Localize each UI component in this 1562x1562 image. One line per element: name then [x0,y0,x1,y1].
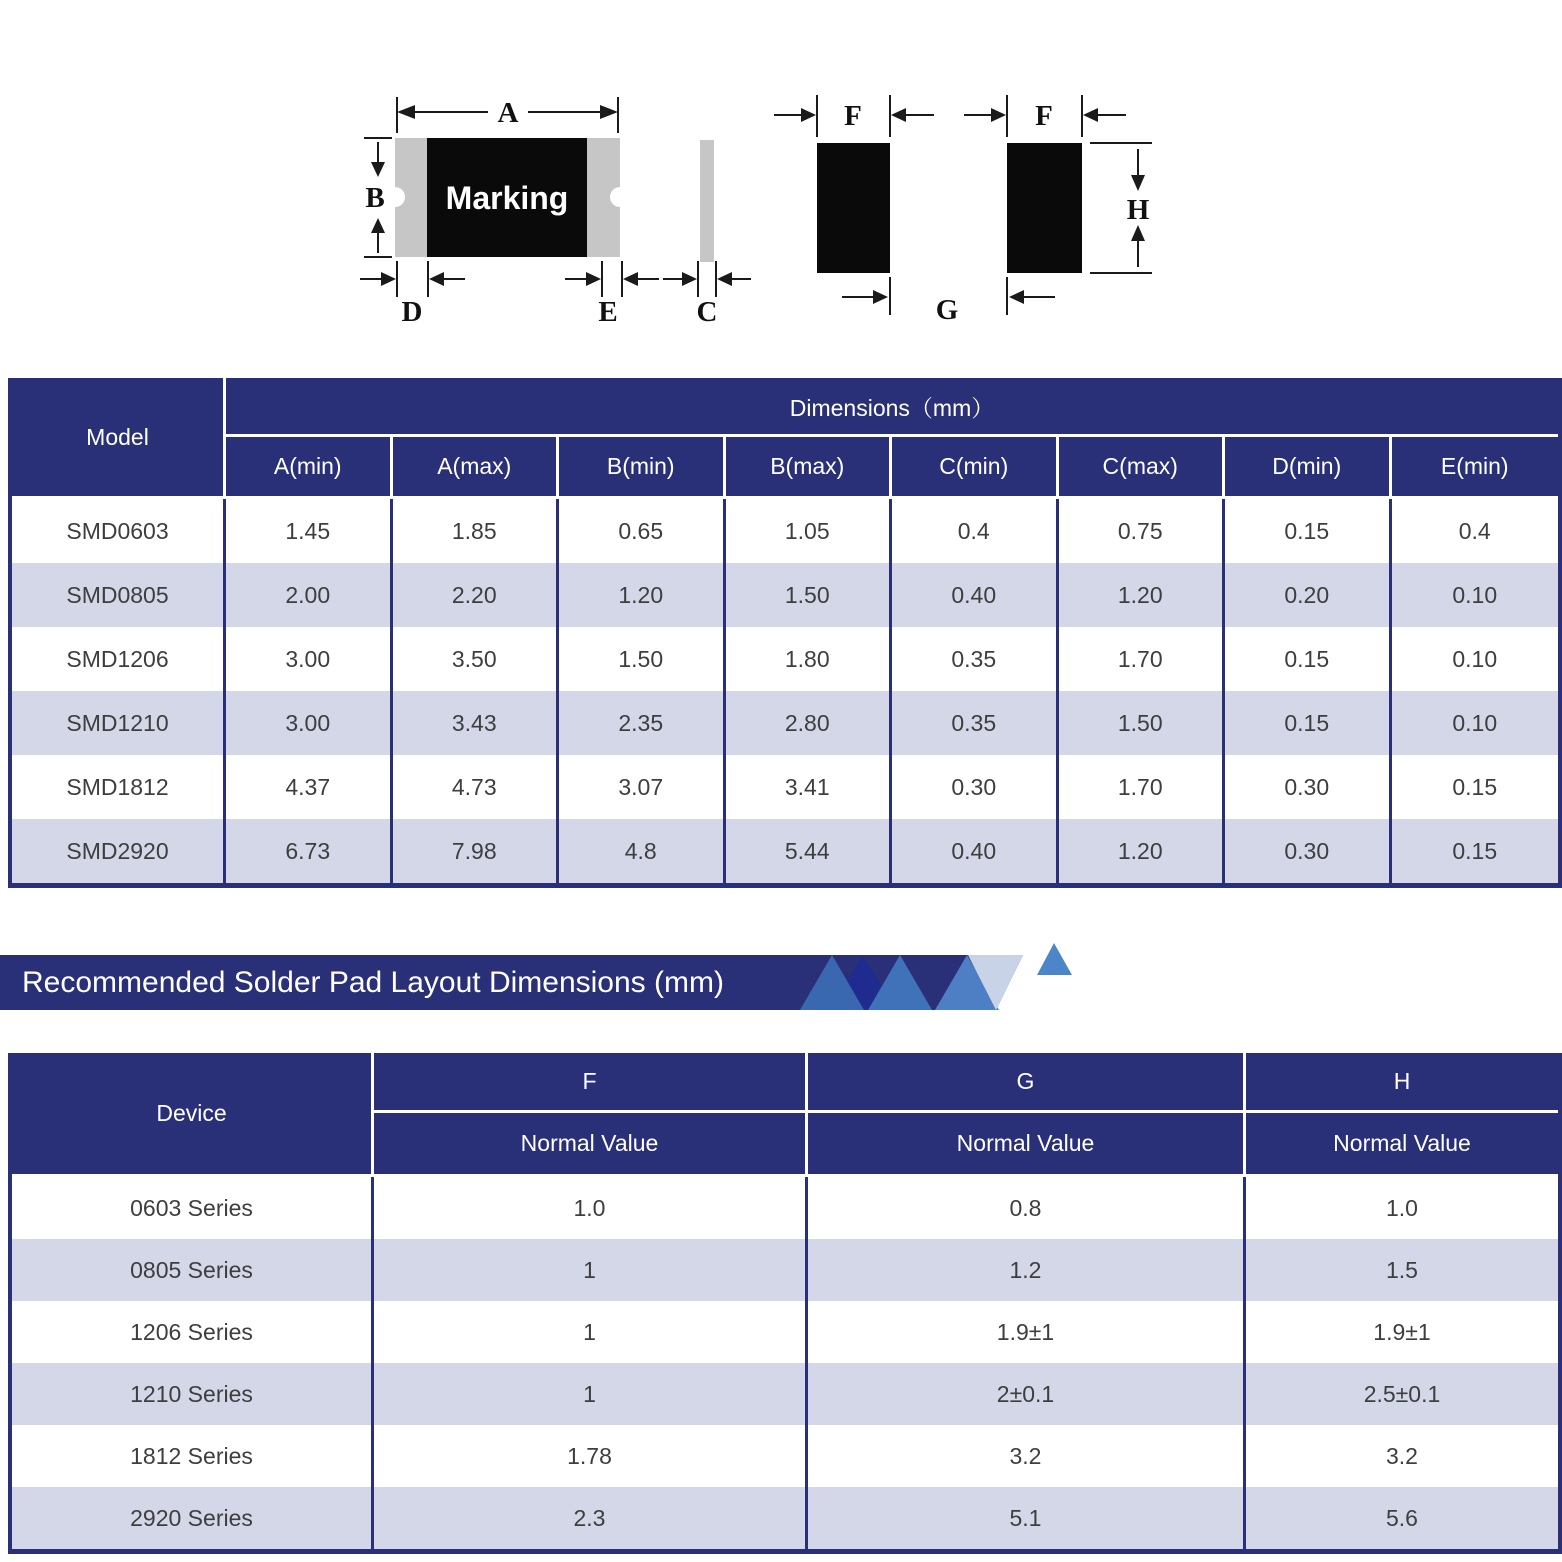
col-header-f: F [374,1053,808,1113]
dimensions-title: Dimensions（mm） [226,378,1558,437]
model-cell: SMD2920 [12,819,226,883]
col-header-d-min: D(min) [1225,437,1392,499]
value-cell: 0.30 [892,755,1059,819]
value-cell: 0.20 [1225,563,1392,627]
col-header-a-max: A(max) [393,437,560,499]
value-cell: 3.07 [559,755,726,819]
dim-label-g: G [935,294,959,326]
value-cell: 1.5 [1386,1256,1418,1283]
value-cell: 0.10 [1452,645,1498,672]
value-cell: 3.43 [393,691,560,755]
value-cell: 0.40 [892,819,1059,883]
value-cell: 0.15 [1225,691,1392,755]
value-cell: 2±0.1 [808,1363,1246,1425]
model-header: Model [12,378,226,499]
dimensions-table [12,378,1558,883]
value-cell: 3.00 [226,691,393,755]
device-cell: 1206 Series [12,1301,374,1363]
value-cell: 1.50 [1059,691,1226,755]
value-cell: 1.45 [226,499,393,563]
value-cell: 1.05 [726,499,893,563]
value-cell: 3.41 [726,755,893,819]
solder-pad-left [817,143,890,273]
pad-layout-table-container [8,1053,1562,1554]
value-cell: 0.4 [892,499,1059,563]
normal-value-header-g: Normal Value [808,1113,1246,1177]
table-row [12,1177,1558,1239]
dim-label-c: C [696,296,718,328]
col-header-b-min: B(min) [559,437,726,499]
solder-pad-right [1007,143,1082,273]
value-cell: 4.73 [393,755,560,819]
value-cell: 1.9±1 [808,1301,1246,1363]
value-cell: 2.3 [374,1487,808,1549]
value-cell: 0.75 [1059,499,1226,563]
package-dimensions-diagram [350,85,1190,335]
col-header-h: H [1246,1053,1558,1113]
value-cell: 1.78 [374,1425,808,1487]
value-cell: 0.65 [559,499,726,563]
value-cell: 1.20 [559,563,726,627]
value-cell: 1.70 [1059,627,1226,691]
value-cell: 1.2 [808,1239,1246,1301]
value-cell: 2.80 [726,691,893,755]
model-cell: SMD1206 [12,627,226,691]
value-cell: 0.10 [1452,709,1498,736]
col-header-a-min: A(min) [226,437,393,499]
table-row [12,563,1558,627]
triangle-decoration [800,943,1080,1010]
value-cell: 1.85 [393,499,560,563]
value-cell: 3.50 [393,627,560,691]
value-cell: 0.8 [808,1177,1246,1239]
value-cell: 2.35 [559,691,726,755]
dim-label-b: B [365,182,385,214]
model-cell: SMD0805 [12,563,226,627]
dim-label-a: A [497,97,519,129]
device-cell: 0805 Series [12,1239,374,1301]
table-row [12,1425,1558,1487]
model-cell: SMD1812 [12,755,226,819]
col-header-c-min: C(min) [892,437,1059,499]
value-cell: 1 [374,1363,808,1425]
table-row [12,499,1558,563]
device-cell: 1812 Series [12,1425,374,1487]
value-cell: 1 [374,1301,808,1363]
value-cell: 5.44 [726,819,893,883]
device-cell: 2920 Series [12,1487,374,1549]
value-cell: 4.8 [559,819,726,883]
dim-label-f2: F [1035,100,1053,132]
value-cell: 4.37 [226,755,393,819]
table-header-row [12,1053,1558,1113]
dim-label-e: E [598,296,618,328]
component-side-view [700,140,714,262]
value-cell: 0.15 [1225,499,1392,563]
table-header-row [12,378,1558,437]
dimensions-table-container [8,378,1562,888]
table-row [12,1239,1558,1301]
col-header-c-max: C(max) [1059,437,1226,499]
device-cell: 0603 Series [12,1177,374,1239]
value-cell: 3.00 [226,627,393,691]
value-cell: 0.15 [1452,773,1498,800]
model-cell: SMD0603 [12,499,226,563]
value-cell: 2.5±0.1 [1363,1380,1441,1407]
table-row [12,1363,1558,1425]
value-cell: 0.4 [1458,517,1491,544]
table-row [12,627,1558,691]
value-cell: 6.73 [226,819,393,883]
table-row [12,819,1558,883]
dim-label-h: H [1126,194,1150,226]
value-cell: 0.35 [892,627,1059,691]
component-top-view [385,138,630,257]
value-cell: 1.0 [1386,1194,1418,1221]
value-cell: 1 [374,1239,808,1301]
value-cell: 5.1 [808,1487,1246,1549]
device-cell: 1210 Series [12,1363,374,1425]
table-row [12,1301,1558,1363]
table-subheader-row [12,437,1558,499]
value-cell: 1.0 [374,1177,808,1239]
value-cell: 2.00 [226,563,393,627]
value-cell: 1.80 [726,627,893,691]
table-row [12,755,1558,819]
section-header-banner [0,955,800,1010]
value-cell: 0.10 [1452,581,1498,608]
col-header-g: G [808,1053,1246,1113]
value-cell: 0.40 [892,563,1059,627]
value-cell: 0.35 [892,691,1059,755]
value-cell: 1.50 [559,627,726,691]
dim-label-d: D [401,296,423,328]
value-cell: 1.50 [726,563,893,627]
dim-label-f1: F [844,100,862,132]
value-cell: 0.30 [1225,755,1392,819]
value-cell: 0.15 [1452,837,1498,864]
table-row [12,691,1558,755]
value-cell: 5.6 [1386,1504,1418,1531]
value-cell: 1.70 [1059,755,1226,819]
value-cell: 2.20 [393,563,560,627]
section-title: Recommended Solder Pad Layout Dimensions (mm) [22,966,724,999]
marking-label: Marking [445,180,569,216]
value-cell: 1.20 [1059,563,1226,627]
device-header: Device [12,1053,374,1177]
normal-value-header-h: Normal Value [1246,1113,1558,1177]
value-cell: 1.20 [1059,819,1226,883]
value-cell: 3.2 [1386,1442,1418,1469]
table-row [12,1487,1558,1549]
col-header-e-min: E(min) [1392,437,1559,499]
model-cell: SMD1210 [12,691,226,755]
value-cell: 1.9±1 [1373,1318,1431,1345]
value-cell: 0.30 [1225,819,1392,883]
pad-layout-table [12,1053,1558,1549]
value-cell: 3.2 [808,1425,1246,1487]
value-cell: 7.98 [393,819,560,883]
value-cell: 0.15 [1225,627,1392,691]
normal-value-header-f: Normal Value [374,1113,808,1177]
col-header-b-max: B(max) [726,437,893,499]
